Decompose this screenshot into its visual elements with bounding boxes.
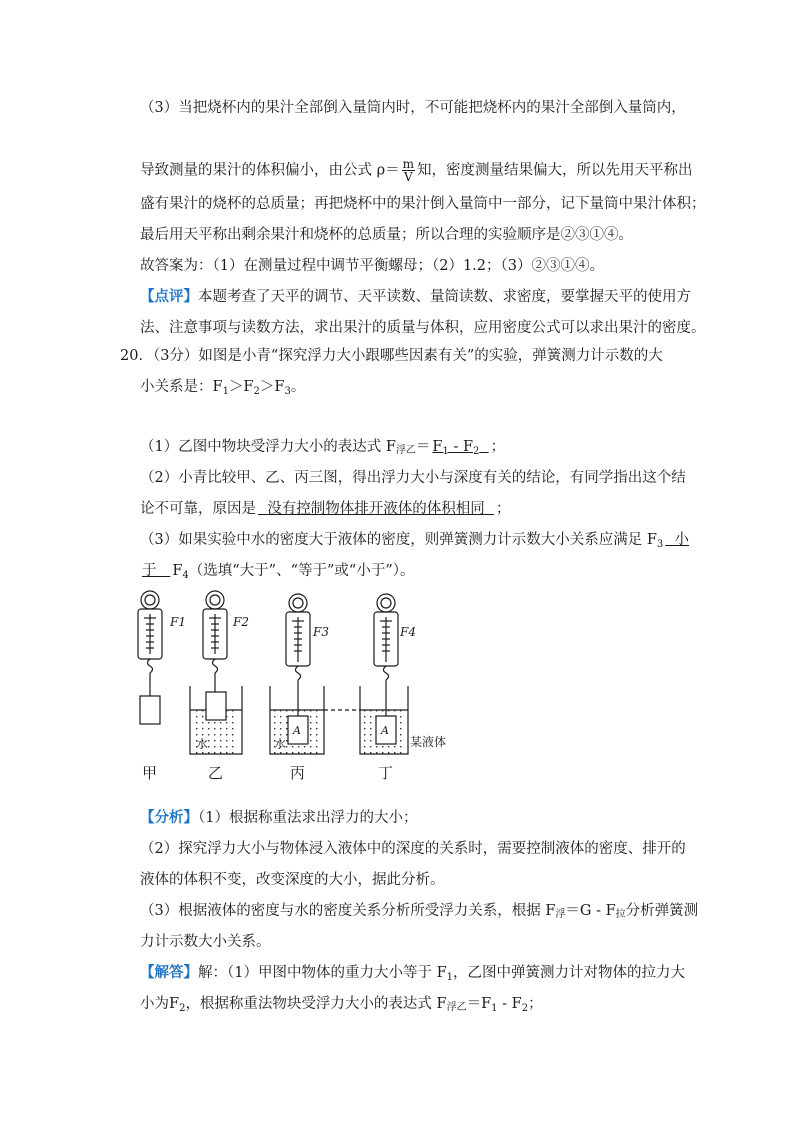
spring-scale-yi xyxy=(203,591,227,692)
q20-part3-line2: 于 $F_4$（选填“大于”、“等于”或“小于”）。 xyxy=(142,563,415,581)
prev-answer: 故答案为：（1）在测量过程中调节平衡螺母；（2）1.2；（3）②③①④。 xyxy=(140,258,604,274)
f2-label: F2 xyxy=(233,615,249,629)
f1-label: F1 xyxy=(170,615,186,629)
solution-line1: 【解答】解：（1）甲图中物体的重力大小等于 $F_1$，乙图中弹簧测力计对物体的拉力大 xyxy=(140,964,686,983)
comment-line2: 法、注意事项与读数方法，求出果汁的质量与体积，应用密度公式可以求出果汁的密度。 xyxy=(140,320,706,336)
water-label-yi: 水 xyxy=(196,737,209,751)
liquid-label: 某液体 xyxy=(410,735,447,749)
prev-part3-line2: 导致测量的果汁的体积偏小，由公式 ρ＝ $\frac{m}{V}$ 知，密度测量结果偏大，所以先用天平称出 xyxy=(140,157,693,184)
analysis-line1: 【分析】（1）根据称重法求出浮力的大小； xyxy=(140,809,418,826)
buoyancy-experiment-figure xyxy=(128,588,468,788)
q20-line2: 小关系是：$F_1>F_2>F_3$。 xyxy=(140,379,306,397)
f3-label: F3 xyxy=(313,625,329,639)
answer-blank-3a: 小 xyxy=(674,532,689,548)
prev-part3-line4: 最后用天平称出剩余果汁和烧杯的总质量；所以合理的实验顺序是②③①④。 xyxy=(140,227,633,243)
spring-scale-bing xyxy=(286,594,310,716)
q20-part1: （1）乙图中物块受浮力大小的表达式 F浮乙＝ $F_1 - F_2$ ； xyxy=(140,439,506,457)
analysis-line4: （3）根据液体的密度与水的密度关系分析所受浮力关系，根据 F浮＝G - F拉分析弹簧测 xyxy=(140,903,699,920)
density-fraction: $\frac{m}{V}$ xyxy=(402,157,415,184)
answer-blank-3b: 于 xyxy=(142,563,157,579)
solution-line2: 小为$F_2$，根据称重法物块受浮力大小的表达式 F浮乙$=F_1 - F_2$； xyxy=(140,996,543,1014)
q20-part2-line1: （2）小青比较甲、乙、丙三图，得出浮力大小与深度有关的结论，有同学指出这个结 xyxy=(140,470,686,486)
spring-scale-jia xyxy=(138,591,162,696)
q20-part3-line1: （3）如果实验中水的密度大于液体的密度，则弹簧测力计示数大小关系应满足 $F_3$ 小 xyxy=(140,532,689,550)
prev-part3-line3: 盛有果汁的烧杯的总质量；再把烧杯中的果汁倒入量筒中一部分，记下量筒中果汁体积； xyxy=(140,196,706,212)
f4-label: F4 xyxy=(400,625,416,639)
block-yi xyxy=(206,692,226,720)
caption-bing: 丙 xyxy=(290,764,306,782)
caption-yi: 乙 xyxy=(208,764,224,782)
q20-part2-line2: 论不可靠，原因是 没有控制物体排开液体的体积相同 ； xyxy=(140,501,511,517)
analysis-line2: （2）探究浮力大小与物体浸入液体中的深度的关系时，需要控制液体的密度、排开的 xyxy=(140,841,686,857)
analysis-tag: 【分析】 xyxy=(140,809,198,826)
q20-line1: 20．（3分）如图是小青“探究浮力大小跟哪些因素有关”的实验，弹簧测力计示数的大 xyxy=(120,348,663,364)
comment-tag: 【点评】 xyxy=(140,288,198,305)
svg-text:A: A xyxy=(293,724,301,737)
analysis-line3: 液体的体积不变，改变深度的大小，据此分析。 xyxy=(140,872,445,888)
analysis-line5: 力计示数大小关系。 xyxy=(140,934,271,950)
block-jia xyxy=(140,696,160,724)
answer-blank-1: $F_1 - F_2$ xyxy=(432,439,480,457)
caption-ding: 丁 xyxy=(378,764,394,782)
answer-blank-2: 没有控制物体排开液体的体积相同 xyxy=(267,501,485,517)
comment-line1: 【点评】本题考查了天平的调节、天平读数、量筒读数、求密度，要掌握天平的使用方 xyxy=(140,288,691,305)
solution-tag: 【解答】 xyxy=(140,964,198,981)
svg-text:A: A xyxy=(381,724,389,737)
prev-part3-line1: （3）当把烧杯内的果汁全部倒入量筒内时，不可能把烧杯内的果汁全部倒入量筒内， xyxy=(140,100,686,116)
water-label-bing: 水 xyxy=(274,737,287,751)
spring-scale-ding xyxy=(374,594,398,716)
caption-jia: 甲 xyxy=(142,764,158,782)
